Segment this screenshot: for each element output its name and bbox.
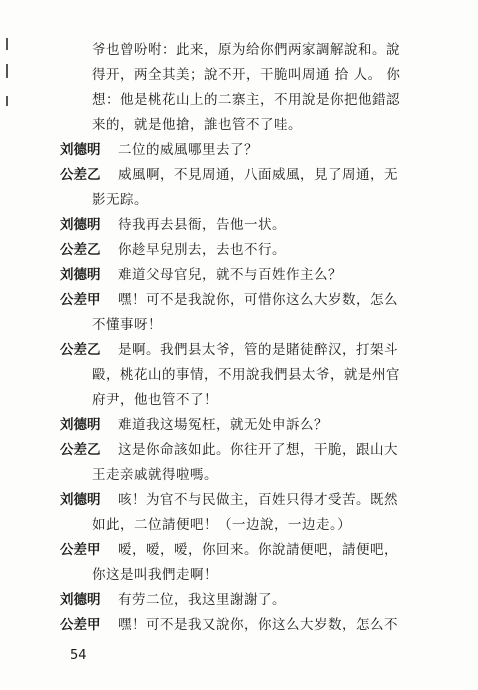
line-text: 王走亲戚就得啦嗎。 bbox=[92, 467, 218, 483]
dialogue-line bbox=[0, 63, 478, 88]
dialogue-line bbox=[0, 363, 478, 388]
dialogue-line bbox=[0, 438, 478, 463]
dialogue-line bbox=[0, 613, 478, 638]
dialogue-line bbox=[0, 213, 478, 238]
dialogue-line bbox=[0, 538, 478, 563]
line-text: 待我再去县衙，告他一状。 bbox=[118, 217, 286, 233]
speaker-name: 公差甲 bbox=[60, 617, 101, 633]
line-text: 难道我这場冤枉，就无处申訴么？ bbox=[118, 417, 328, 433]
speaker-name: 刘德明 bbox=[60, 492, 101, 508]
speaker-name: 刘德明 bbox=[60, 417, 101, 433]
line-text: 是啊。我們县太爷，管的是賭徒醉汉，打架斗 bbox=[118, 342, 398, 358]
line-text: 得开，两全其美；說不开，干脆叫周通 拾 人。 你 bbox=[92, 67, 401, 83]
line-text: 爷也曾吩咐：此来，原为给你們两家調解說和。說 bbox=[92, 42, 400, 58]
line-text: 嘿！可不是我說你，可惜你这么大岁数，怎么 bbox=[118, 292, 398, 308]
page-number: 54 bbox=[70, 648, 87, 663]
dialogue-line bbox=[0, 138, 478, 163]
line-text: 你这是叫我們走啊！ bbox=[92, 567, 218, 583]
dialogue-line bbox=[0, 38, 478, 63]
speaker-name: 公差乙 bbox=[60, 342, 101, 358]
dialogue-line bbox=[0, 163, 478, 188]
speaker-name: 刘德明 bbox=[60, 267, 101, 283]
line-text: 难道父母官兒，就不与百姓作主么？ bbox=[118, 267, 342, 283]
line-text: 府尹，他也管不了！ bbox=[92, 392, 218, 408]
dialogue-line bbox=[0, 313, 478, 338]
line-text: 威風啊，不見周通，八面威風，見了周通，无 bbox=[118, 167, 398, 183]
dialogue-line bbox=[0, 238, 478, 263]
dialogue-line bbox=[0, 88, 478, 113]
speaker-name: 公差乙 bbox=[60, 167, 101, 183]
line-text: 想：他是桃花山上的二寨主，不用說是你把他錯認 bbox=[92, 92, 400, 108]
line-text: 如此，二位請便吧！（一边說，一边走。） bbox=[92, 517, 352, 533]
line-text: 毆，桃花山的事情，不用說我們县太爷，就是州官 bbox=[92, 367, 400, 383]
line-text: 有劳二位，我这里謝謝了。 bbox=[118, 592, 286, 608]
line-text: 你趁早兒別去，去也不行。 bbox=[118, 242, 286, 258]
line-text: 嘿！可不是我又說你，你这么大岁数，怎么不 bbox=[118, 617, 398, 633]
line-text: 来的，就是他搶，誰也管不了哇。 bbox=[92, 117, 302, 133]
speaker-name: 公差甲 bbox=[60, 542, 101, 558]
line-text: 嗳，嗳，嗳，你回来。你說請便吧，請便吧， bbox=[118, 542, 398, 558]
speaker-name: 刘德明 bbox=[60, 592, 101, 608]
dialogue-line bbox=[0, 413, 478, 438]
line-text: 二位的威風哪里去了？ bbox=[118, 142, 258, 158]
speaker-name: 刘德明 bbox=[60, 217, 101, 233]
dialogue-line bbox=[0, 563, 478, 588]
line-text: 咳！为官不与民做主，百姓只得才受苦。既然 bbox=[118, 492, 398, 508]
dialogue-line bbox=[0, 588, 478, 613]
script-text bbox=[0, 38, 478, 638]
speaker-name: 公差乙 bbox=[60, 442, 101, 458]
line-text: 影无踪。 bbox=[92, 192, 148, 208]
dialogue-line bbox=[0, 488, 478, 513]
speaker-name: 刘德明 bbox=[60, 142, 101, 158]
dialogue-line bbox=[0, 288, 478, 313]
dialogue-line bbox=[0, 388, 478, 413]
dialogue-line bbox=[0, 513, 478, 538]
dialogue-line bbox=[0, 113, 478, 138]
dialogue-line bbox=[0, 338, 478, 363]
dialogue-line bbox=[0, 463, 478, 488]
line-text: 这是你命該如此。你往开了想，干脆，跟山大 bbox=[118, 442, 398, 458]
speaker-name: 公差甲 bbox=[60, 292, 101, 308]
line-text: 不懂事呀！ bbox=[92, 317, 162, 333]
speaker-name: 公差乙 bbox=[60, 242, 101, 258]
dialogue-line bbox=[0, 188, 478, 213]
dialogue-line bbox=[0, 263, 478, 288]
